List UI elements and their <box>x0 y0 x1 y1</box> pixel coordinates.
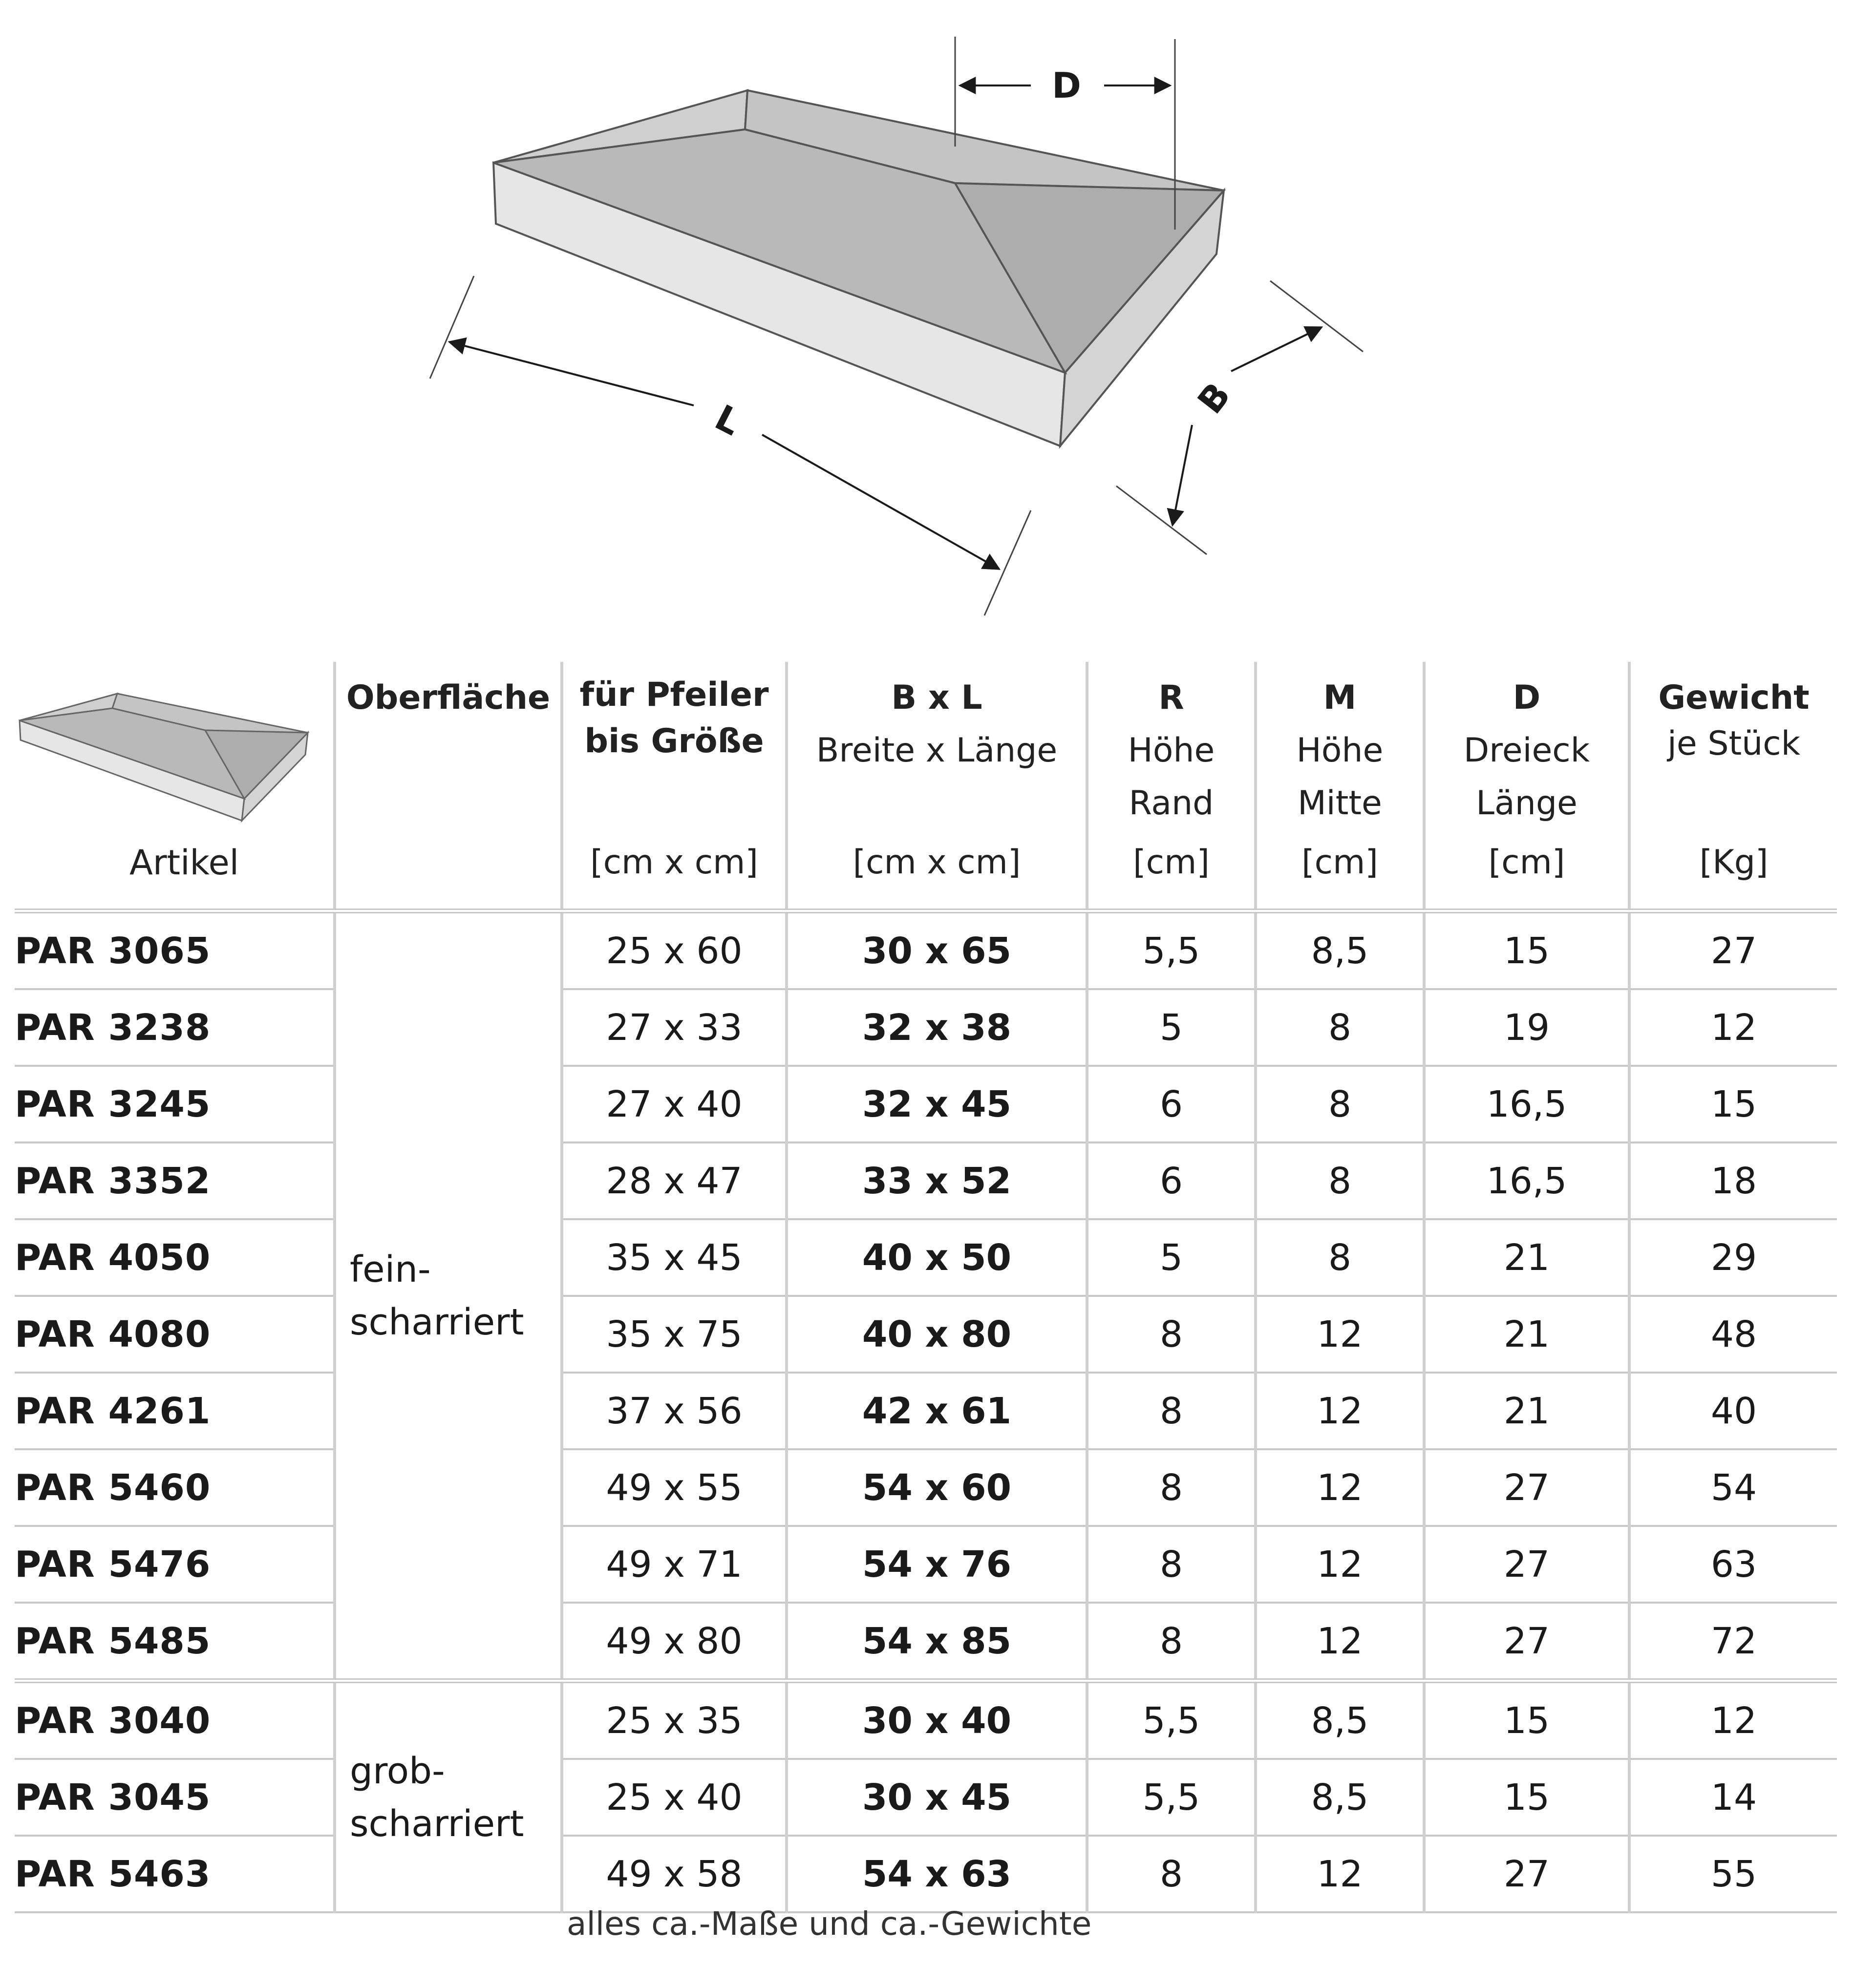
cell-r: 8 <box>1087 1373 1256 1449</box>
cell-pfeiler: 25 x 35 <box>562 1681 787 1759</box>
cell-d: 21 <box>1424 1219 1629 1296</box>
table-row <box>15 1373 1837 1449</box>
table-row <box>15 1219 1837 1296</box>
cell-d: 16,5 <box>1424 1142 1629 1219</box>
cell-pfeiler: 28 x 47 <box>562 1142 787 1219</box>
cell-artikel: PAR 4050 <box>15 1219 335 1296</box>
cell-bxl: 54 x 85 <box>787 1603 1087 1681</box>
table-row <box>15 911 1837 989</box>
cell-bxl: 54 x 76 <box>787 1526 1087 1603</box>
cell-artikel: PAR 3065 <box>15 911 335 989</box>
cell-artikel: PAR 5463 <box>15 1836 335 1912</box>
cell-bxl: 40 x 50 <box>787 1219 1087 1296</box>
footnote: alles ca.-Maße und ca.-Gewichte <box>567 1905 1092 1943</box>
cell-gewicht: 63 <box>1629 1526 1837 1603</box>
cell-pfeiler: 25 x 60 <box>562 911 787 989</box>
cell-bxl: 54 x 60 <box>787 1449 1087 1526</box>
cell-d: 27 <box>1424 1603 1629 1681</box>
cell-m: 12 <box>1256 1603 1424 1681</box>
cell-gewicht: 29 <box>1629 1219 1837 1296</box>
cell-gewicht: 54 <box>1629 1449 1837 1526</box>
cell-r: 6 <box>1087 1142 1256 1219</box>
cell-d: 21 <box>1424 1296 1629 1373</box>
cell-m: 8 <box>1256 1142 1424 1219</box>
cell-m: 8 <box>1256 1219 1424 1296</box>
table-body <box>15 911 1837 1912</box>
cell-artikel: PAR 5485 <box>15 1603 335 1681</box>
cell-r: 5,5 <box>1087 1759 1256 1836</box>
header-artikel-label: Artikel <box>129 843 239 883</box>
table-row <box>15 1526 1837 1603</box>
cell-r: 8 <box>1087 1449 1256 1526</box>
cell-artikel: PAR 4261 <box>15 1373 335 1449</box>
cell-pfeiler: 37 x 56 <box>562 1373 787 1449</box>
table-row <box>15 1449 1837 1526</box>
dim-label-b: B <box>1190 375 1238 422</box>
cell-bxl: 30 x 40 <box>787 1681 1087 1759</box>
cell-pfeiler: 35 x 75 <box>562 1296 787 1373</box>
cell-r: 8 <box>1087 1526 1256 1603</box>
cell-pfeiler: 49 x 55 <box>562 1449 787 1526</box>
cell-pfeiler: 25 x 40 <box>562 1759 787 1836</box>
cell-r: 5,5 <box>1087 911 1256 989</box>
cell-r: 5,5 <box>1087 1681 1256 1759</box>
cell-bxl: 33 x 52 <box>787 1142 1087 1219</box>
header-bxl: B x L Breite x Länge [cm x cm] <box>787 662 1087 911</box>
cell-d: 15 <box>1424 911 1629 989</box>
table-row <box>15 1836 1837 1912</box>
cell-artikel: PAR 3245 <box>15 1066 335 1142</box>
spec-table <box>15 662 1837 1913</box>
cell-pfeiler: 49 x 58 <box>562 1836 787 1912</box>
cell-gewicht: 55 <box>1629 1836 1837 1912</box>
cell-m: 8,5 <box>1256 1759 1424 1836</box>
cell-gewicht: 12 <box>1629 989 1837 1066</box>
header-artikel <box>15 662 335 911</box>
cell-pfeiler: 35 x 45 <box>562 1219 787 1296</box>
cell-oberflaeche: fein- scharriert <box>335 911 562 1681</box>
cell-gewicht: 72 <box>1629 1603 1837 1681</box>
cell-r: 8 <box>1087 1836 1256 1912</box>
cell-d: 16,5 <box>1424 1066 1629 1142</box>
header-r: R Höhe Rand [cm] <box>1087 662 1256 911</box>
cell-r: 5 <box>1087 1219 1256 1296</box>
cell-gewicht: 48 <box>1629 1296 1837 1373</box>
header-pfeiler: für Pfeiler bis Größe [cm x cm] <box>562 662 787 911</box>
cell-m: 8 <box>1256 989 1424 1066</box>
cell-m: 12 <box>1256 1373 1424 1449</box>
cell-pfeiler: 27 x 40 <box>562 1066 787 1142</box>
cell-r: 8 <box>1087 1296 1256 1373</box>
cell-artikel: PAR 3045 <box>15 1759 335 1836</box>
dim-label-l: L <box>708 397 747 444</box>
table-header-row <box>15 662 1837 911</box>
table-row <box>15 1296 1837 1373</box>
table-row <box>15 1603 1837 1681</box>
cell-gewicht: 14 <box>1629 1759 1837 1836</box>
cell-d: 15 <box>1424 1759 1629 1836</box>
cell-artikel: PAR 3238 <box>15 989 335 1066</box>
cell-m: 8,5 <box>1256 911 1424 989</box>
cell-artikel: PAR 3040 <box>15 1681 335 1759</box>
cell-d: 19 <box>1424 989 1629 1066</box>
cell-bxl: 30 x 45 <box>787 1759 1087 1836</box>
cell-oberflaeche: grob- scharriert <box>335 1681 562 1912</box>
cell-m: 12 <box>1256 1449 1424 1526</box>
table-row <box>15 1681 1837 1759</box>
dim-label-d: D <box>1052 65 1081 106</box>
header-d: D Dreieck Länge [cm] <box>1424 662 1629 911</box>
cell-bxl: 32 x 38 <box>787 989 1087 1066</box>
cell-d: 27 <box>1424 1526 1629 1603</box>
cell-d: 15 <box>1424 1681 1629 1759</box>
table-row <box>15 1066 1837 1142</box>
cell-r: 8 <box>1087 1603 1256 1681</box>
header-gewicht: Gewicht je Stück [Kg] <box>1629 662 1837 911</box>
table-row <box>15 1142 1837 1219</box>
cell-artikel: PAR 5476 <box>15 1526 335 1603</box>
cell-bxl: 54 x 63 <box>787 1836 1087 1912</box>
cell-m: 12 <box>1256 1296 1424 1373</box>
cap-thumbnail-icon <box>15 667 313 828</box>
cell-bxl: 40 x 80 <box>787 1296 1087 1373</box>
cell-m: 8 <box>1256 1066 1424 1142</box>
cell-d: 27 <box>1424 1449 1629 1526</box>
cell-gewicht: 27 <box>1629 911 1837 989</box>
table-row <box>15 989 1837 1066</box>
cell-r: 5 <box>1087 989 1256 1066</box>
cell-pfeiler: 27 x 33 <box>562 989 787 1066</box>
cell-m: 12 <box>1256 1526 1424 1603</box>
cell-d: 21 <box>1424 1373 1629 1449</box>
cell-bxl: 42 x 61 <box>787 1373 1087 1449</box>
cell-m: 12 <box>1256 1836 1424 1912</box>
cell-artikel: PAR 5460 <box>15 1449 335 1526</box>
cell-bxl: 32 x 45 <box>787 1066 1087 1142</box>
cell-gewicht: 40 <box>1629 1373 1837 1449</box>
cell-d: 27 <box>1424 1836 1629 1912</box>
table-row <box>15 1759 1837 1836</box>
cell-pfeiler: 49 x 71 <box>562 1526 787 1603</box>
cell-gewicht: 15 <box>1629 1066 1837 1142</box>
pillar-cap-diagram <box>0 0 1876 635</box>
cell-gewicht: 18 <box>1629 1142 1837 1219</box>
cell-gewicht: 12 <box>1629 1681 1837 1759</box>
header-oberflaeche: Oberfläche <box>335 662 562 911</box>
cell-artikel: PAR 3352 <box>15 1142 335 1219</box>
cell-artikel: PAR 4080 <box>15 1296 335 1373</box>
cell-bxl: 30 x 65 <box>787 911 1087 989</box>
cell-pfeiler: 49 x 80 <box>562 1603 787 1681</box>
header-m: M Höhe Mitte [cm] <box>1256 662 1424 911</box>
cell-r: 6 <box>1087 1066 1256 1142</box>
cell-m: 8,5 <box>1256 1681 1424 1759</box>
